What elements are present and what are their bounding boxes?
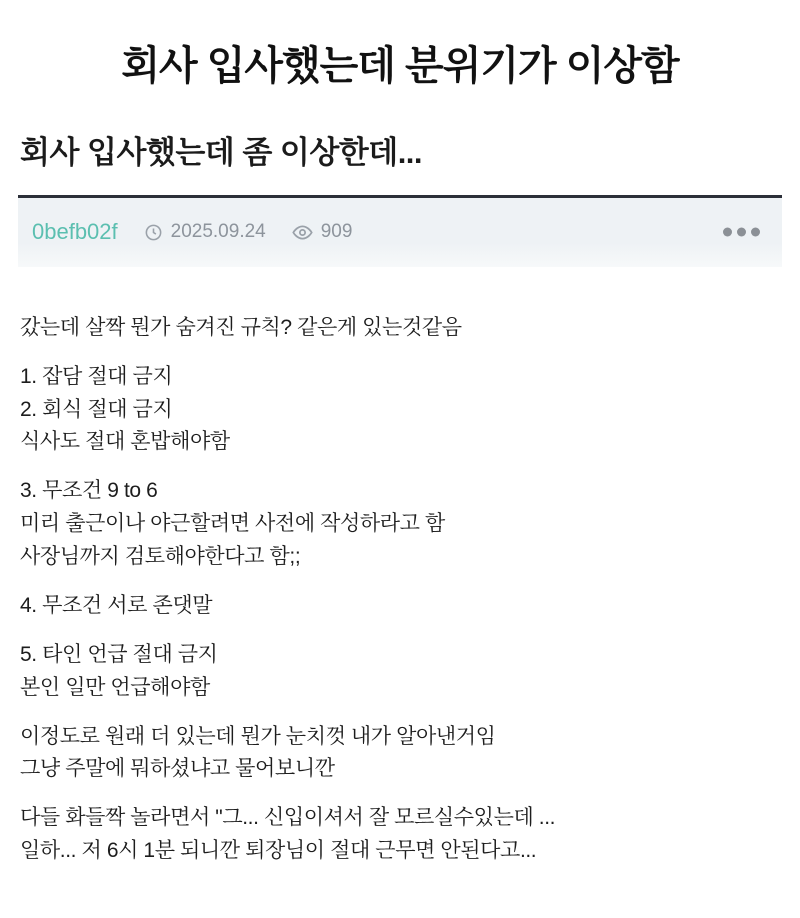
- post-paragraph: 3. 무조건 9 to 6: [20, 479, 158, 503]
- post-paragraph: 갔는데 살짝 뭔가 숨겨진 규칙? 같은게 있는것같음: [20, 315, 462, 339]
- post-paragraph: 이정도로 원래 더 있는데 뭔가 눈치껏 내가 알아낸거임: [20, 724, 496, 748]
- post-paragraph: 2. 회식 절대 금지: [20, 397, 173, 421]
- post-body: [0, 267, 800, 871]
- eye-icon: [292, 222, 313, 243]
- more-options-icon[interactable]: [723, 228, 760, 237]
- post-paragraph: 본인 일만 언급해야함: [20, 675, 210, 699]
- post-date: [144, 221, 266, 243]
- clock-icon: [144, 223, 163, 242]
- post-paragraph: 5. 타인 언급 절대 금지: [20, 642, 218, 666]
- post-meta-bar: [18, 195, 782, 267]
- post-paragraph: 사장님까지 검토해야한다고 함;;: [20, 545, 301, 568]
- post-date-text: 2025.09.24: [170, 221, 266, 243]
- post-title: 회사 입사했는데 좀 이상한데...: [20, 135, 423, 170]
- post-paragraph: 식사도 절대 혼밥해야함: [20, 430, 230, 454]
- author-name[interactable]: 0befb02f: [32, 219, 118, 245]
- post-paragraph: 다들 화들짝 놀라면서 "그... 신입이셔서 잘 모르실수있는데 ...: [20, 806, 556, 830]
- view-count: [292, 221, 353, 243]
- post-paragraph: 1. 잡담 절대 금지: [20, 364, 173, 388]
- post-paragraph: 일하... 저 6시 1분 되니깐 퇴장님이 절대 근무면 안된다고...: [20, 839, 537, 863]
- banner-title: 회사 입사했는데 분위기가 이상함: [121, 44, 679, 88]
- post-paragraph: 4. 무조건 서로 존댓말: [20, 593, 213, 617]
- post-paragraph: 그냥 주말에 뭐하셨냐고 물어보니깐: [20, 757, 335, 781]
- view-count-text: 909: [320, 221, 353, 243]
- post-paragraph: 미리 출근이나 야근할려면 사전에 작성하라고 함: [20, 512, 445, 536]
